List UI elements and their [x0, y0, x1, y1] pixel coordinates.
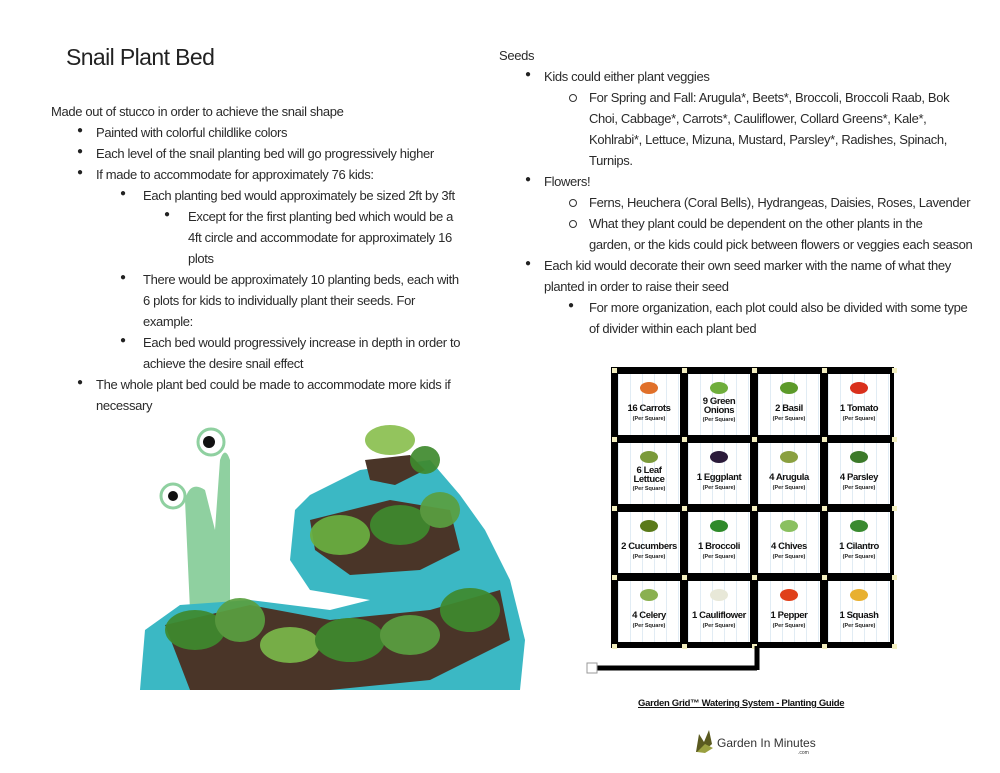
- list-item: plots: [188, 251, 214, 266]
- grid-cell-label: 4 Chives: [771, 541, 807, 552]
- grid-joint: [822, 644, 827, 649]
- grid-cell: [758, 443, 820, 504]
- grid-joint: [612, 575, 617, 580]
- grid-cell: [618, 374, 680, 435]
- grid-cell: [618, 443, 680, 504]
- list-item: Each planting bed would approximately be sized 2ft by 3ft: [143, 188, 455, 203]
- grid-cell-label-line2: Onions: [703, 405, 735, 416]
- per-square-note: (Per Square): [702, 417, 736, 423]
- list-item: 6 plots for kids to individually plant their seeds. For: [143, 293, 415, 308]
- hollow-bullet-icon: [569, 94, 577, 102]
- grid-cell-label: 1 Cilantro: [839, 541, 879, 552]
- grid-cell-label: 6 Leaf: [636, 465, 662, 476]
- per-square-note: (Per Square): [632, 486, 666, 492]
- vegetable-icon: [710, 589, 728, 601]
- vegetable-icon: [850, 589, 868, 601]
- grid-cell-label: 2 Cucumbers: [621, 541, 677, 552]
- grid-cell: [758, 374, 820, 435]
- grid-cell: [688, 374, 750, 435]
- grid-joint: [822, 437, 827, 442]
- grid-cell-label: 1 Cauliflower: [692, 610, 746, 621]
- grid-cell: [828, 581, 890, 642]
- per-square-note: (Per Square): [842, 485, 876, 491]
- garden-in-minutes-leaf-logo: [693, 728, 715, 754]
- list-item: Painted with colorful childlike colors: [96, 125, 288, 140]
- bullet-icon: ●: [77, 146, 84, 157]
- list-item: What they plant could be dependent on the other plants in the: [589, 216, 923, 231]
- bullet-icon: ●: [120, 335, 127, 346]
- list-item: example:: [143, 314, 193, 329]
- list-item: For more organization, each plot could also be divided with some type: [589, 300, 968, 315]
- vegetable-icon: [640, 589, 658, 601]
- grid-joint: [892, 437, 897, 442]
- per-square-note: (Per Square): [702, 554, 736, 560]
- per-square-note: (Per Square): [772, 554, 806, 560]
- per-square-note: (Per Square): [772, 623, 806, 629]
- grid-joint: [682, 437, 687, 442]
- bullet-icon: ●: [525, 174, 532, 185]
- per-square-note: (Per Square): [632, 416, 666, 422]
- snail-body: [185, 453, 230, 611]
- list-item: planted in order to raise their seed: [544, 279, 729, 294]
- grid-cell: [828, 512, 890, 573]
- list-item: For Spring and Fall: Arugula*, Beets*, Broccoli, Broccoli Raab, Bok: [589, 90, 950, 105]
- grid-cell-label: 2 Basil: [775, 403, 803, 414]
- vegetable-icon: [780, 451, 798, 463]
- grid-joint: [822, 368, 827, 373]
- bullet-icon: ●: [525, 258, 532, 269]
- watering-pipe: [585, 640, 775, 680]
- intro-text: Made out of stucco in order to achieve the snail shape: [51, 104, 344, 119]
- grid-cell-label: 4 Arugula: [769, 472, 809, 483]
- grid-cell-label: 4 Celery: [632, 610, 666, 621]
- grid-joint: [752, 506, 757, 511]
- per-square-note: (Per Square): [772, 416, 806, 422]
- per-square-note: (Per Square): [632, 623, 666, 629]
- vegetable-icon: [710, 382, 728, 394]
- grid-joint: [682, 368, 687, 373]
- grid-cell: [828, 443, 890, 504]
- vegetable-icon: [710, 451, 728, 463]
- vegetable-icon: [850, 382, 868, 394]
- grid-cell: [688, 581, 750, 642]
- list-item: Turnips.: [589, 153, 633, 168]
- planting-guide-caption: Garden Grid™ Watering System - Planting Guide: [638, 698, 845, 709]
- grid-joint: [612, 506, 617, 511]
- grid-cell: [828, 374, 890, 435]
- per-square-note: (Per Square): [842, 554, 876, 560]
- grid-cell-label: 9 Green: [702, 396, 736, 407]
- hollow-bullet-icon: [569, 199, 577, 207]
- bullet-icon: ●: [77, 167, 84, 178]
- grid-cell-label: 1 Tomato: [839, 403, 879, 414]
- vegetable-icon: [850, 520, 868, 532]
- vegetable-icon: [780, 520, 798, 532]
- per-square-note: (Per Square): [772, 485, 806, 491]
- page-title: Snail Plant Bed: [66, 44, 215, 70]
- grid-cell: [618, 581, 680, 642]
- per-square-note: (Per Square): [702, 485, 736, 491]
- grid-cell-label: 1 Eggplant: [696, 472, 742, 483]
- grid-cell-label: 1 Squash: [839, 610, 879, 621]
- bullet-icon: ●: [77, 125, 84, 136]
- list-item: If made to accommodate for approximately 76 kids:: [96, 167, 374, 182]
- grid-joint: [612, 437, 617, 442]
- bullet-icon: ●: [568, 300, 575, 311]
- grid-cell-label: 1 Broccoli: [698, 541, 740, 552]
- snail-plant-bed-illustration: [130, 400, 530, 700]
- brand-name: Garden In Minutes: [717, 736, 816, 750]
- grid-joint: [822, 506, 827, 511]
- list-item: Except for the first planting bed which would be a: [188, 209, 454, 224]
- grid-joint: [682, 575, 687, 580]
- list-item: Each kid would decorate their own seed marker with the name of what they: [544, 258, 951, 273]
- grid-cell: [618, 512, 680, 573]
- grid-cell: [758, 581, 820, 642]
- per-square-note: (Per Square): [632, 554, 666, 560]
- list-item: Flowers!: [544, 174, 591, 189]
- grid-joint: [892, 506, 897, 511]
- list-item: 4ft circle and accommodate for approximately 16: [188, 230, 452, 245]
- grid-cell: [758, 512, 820, 573]
- planting-guide-grid: [611, 367, 894, 648]
- grid-cell-label: 1 Pepper: [770, 610, 808, 621]
- grid-joint: [892, 575, 897, 580]
- list-item: Kohlrabi*, Lettuce, Mizuna, Mustard, Parsley*, Radishes, Spinach,: [589, 132, 948, 147]
- grid-cell: [688, 512, 750, 573]
- vegetable-icon: [640, 520, 658, 532]
- brand-domain: .com: [798, 750, 809, 756]
- grid-joint: [752, 575, 757, 580]
- grid-joint: [892, 644, 897, 649]
- list-item: There would be approximately 10 planting beds, each with: [143, 272, 459, 287]
- seeds-heading: Seeds: [499, 48, 535, 63]
- grid-joint: [612, 368, 617, 373]
- per-square-note: (Per Square): [702, 623, 736, 629]
- bullet-icon: ●: [77, 377, 84, 388]
- list-item: Ferns, Heuchera (Coral Bells), Hydrangeas, Daisies, Roses, Lavender: [589, 195, 971, 210]
- vegetable-icon: [780, 382, 798, 394]
- per-square-note: (Per Square): [842, 623, 876, 629]
- vegetable-icon: [780, 589, 798, 601]
- list-item: garden, or the kids could pick between flowers or veggies each season: [589, 237, 973, 252]
- grid-joint: [682, 506, 687, 511]
- list-item: The whole plant bed could be made to accommodate more kids if: [96, 377, 451, 392]
- vegetable-icon: [850, 451, 868, 463]
- bullet-icon: ●: [164, 209, 171, 220]
- grid-cell-label: 4 Parsley: [839, 472, 879, 483]
- list-item: achieve the desire snail effect: [143, 356, 304, 371]
- bullet-icon: ●: [525, 69, 532, 80]
- vegetable-icon: [710, 520, 728, 532]
- per-square-note: (Per Square): [842, 416, 876, 422]
- grid-joint: [752, 437, 757, 442]
- grid-cell-label-line2: Lettuce: [633, 474, 665, 485]
- vegetable-icon: [640, 382, 658, 394]
- list-item: Each level of the snail planting bed will go progressively higher: [96, 146, 434, 161]
- grid-joint: [892, 368, 897, 373]
- bullet-icon: ●: [120, 188, 127, 199]
- vegetable-icon: [640, 451, 658, 463]
- list-item: Each bed would progressively increase in depth in order to: [143, 335, 461, 350]
- grid-joint: [822, 575, 827, 580]
- grid-cell: [688, 443, 750, 504]
- list-item: of divider within each plant bed: [589, 321, 757, 336]
- list-item: Kids could either plant veggies: [544, 69, 710, 84]
- list-item: Choi, Cabbage*, Carrots*, Cauliflower, Collard Greens*, Kale*,: [589, 111, 927, 126]
- grid-joint: [752, 368, 757, 373]
- grid-cell-label: 16 Carrots: [627, 403, 671, 414]
- hollow-bullet-icon: [569, 220, 577, 228]
- list-item: necessary: [96, 398, 153, 413]
- bullet-icon: ●: [120, 272, 127, 283]
